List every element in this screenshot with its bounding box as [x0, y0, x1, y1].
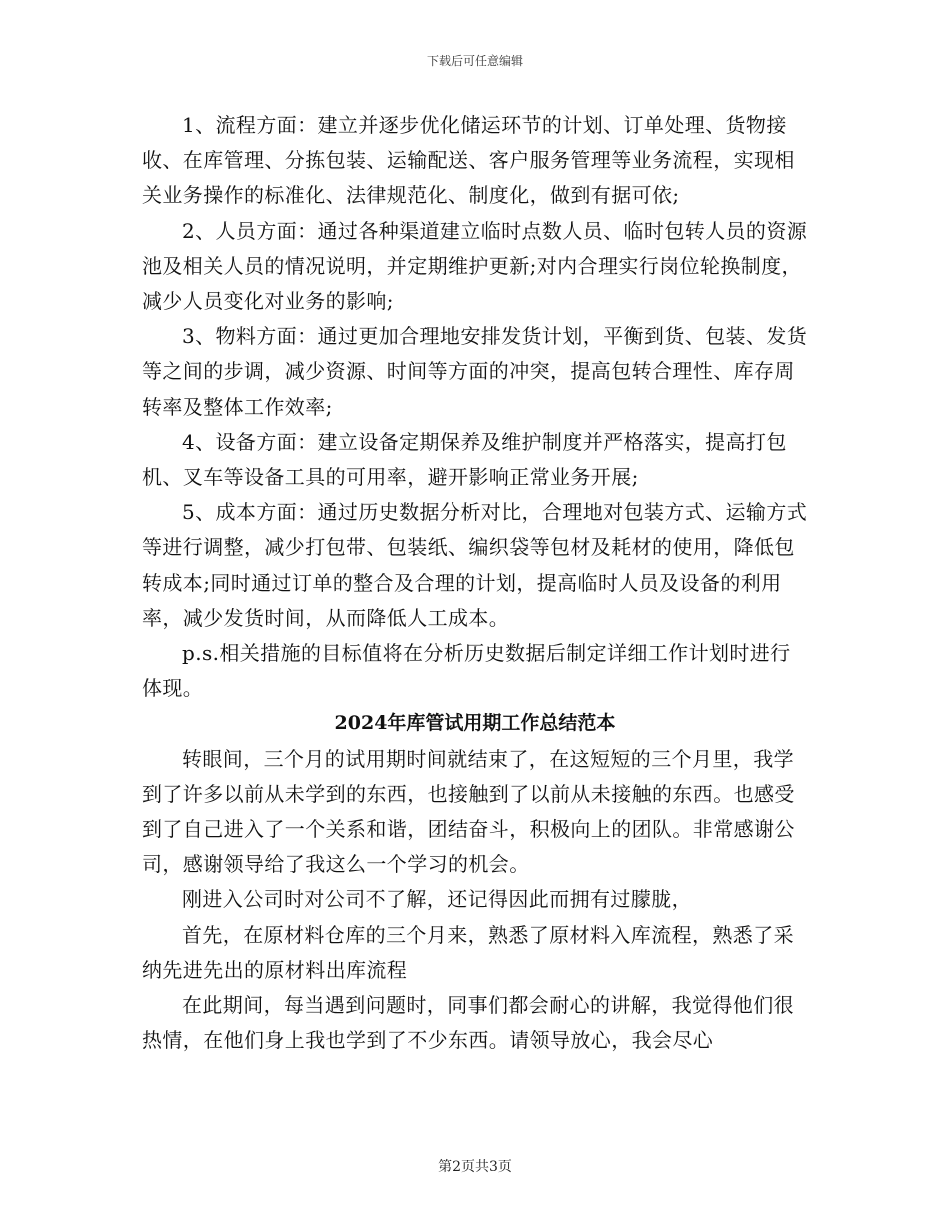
document-title: 2024年库管试用期工作总结范本 — [334, 712, 616, 735]
paragraph-first-impression: 刚进入公司时对公司不了解，还记得因此而拥有过朦胧， — [182, 887, 692, 912]
paragraph-process: 1、流程方面：建立并逐步优化储运环节的计划、订单处理、货物接收、在库管理、分拣包装、运输配送、客户服务管理等业务流程，实现相关业务操作的标准化、法律规范化、制度化，做到有据可依; — [142, 113, 795, 208]
paragraph-materials: 3、物料方面：通过更加合理地安排发货计划，平衡到货、包装、发货等之间的步调，减少资源、时间等方面的冲突，提高包转合理性、库存周转率及整体工作效率; — [142, 324, 808, 419]
paragraph-first: 首先，在原材料仓库的三个月来，熟悉了原材料入库流程，熟悉了采纳先进先出的原材料出库流程 — [142, 922, 794, 982]
paragraph-cost: 5、成本方面：通过历史数据分析对比，合理地对包装方式、运输方式等进行调整，减少打包带、包装纸、编织袋等包材及耗材的使用，降低包转成本;同时通过订单的整合及合理的计划，提高临时人员及设备的利用率，减少发货时间，从而降低人工成本。 — [142, 500, 808, 630]
paragraph-ps-note: p.s.相关措施的目标值将在分析历史数据后制定详细工作计划时进行体现。 — [142, 641, 791, 701]
document-body — [142, 108, 808, 1058]
page-footer: 第2页共3页 — [438, 1159, 512, 1175]
page-header: 下载后可任意编辑 — [426, 54, 523, 68]
paragraph-during-period: 在此期间，每当遇到问题时，同事们都会耐心的讲解，我觉得他们很热情，在他们身上我也学到了不少东西。请领导放心，我会尽心 — [142, 993, 794, 1053]
paragraph-intro: 转眼间，三个月的试用期时间就结束了，在这短短的三个月里，我学到了许多以前从未学到的东西，也接触到了以前从未接触的东西。也感受到了自己进入了一个关系和谐，团结奋斗，积极向上的团队。非常感谢公司，感谢领导给了我这么一个学习的机会。 — [142, 746, 795, 877]
paragraph-personnel: 2、人员方面：通过各种渠道建立临时点数人员、临时包转人员的资源池及相关人员的情况说明，并定期维护更新;对内合理实行岗位轮换制度，减少人员变化对业务的影响; — [142, 218, 808, 314]
paragraph-equipment: 4、设备方面：建立设备定期保养及维护制度并严格落实，提高打包机、叉车等设备工具的可用率，避开影响正常业务开展; — [142, 429, 787, 490]
